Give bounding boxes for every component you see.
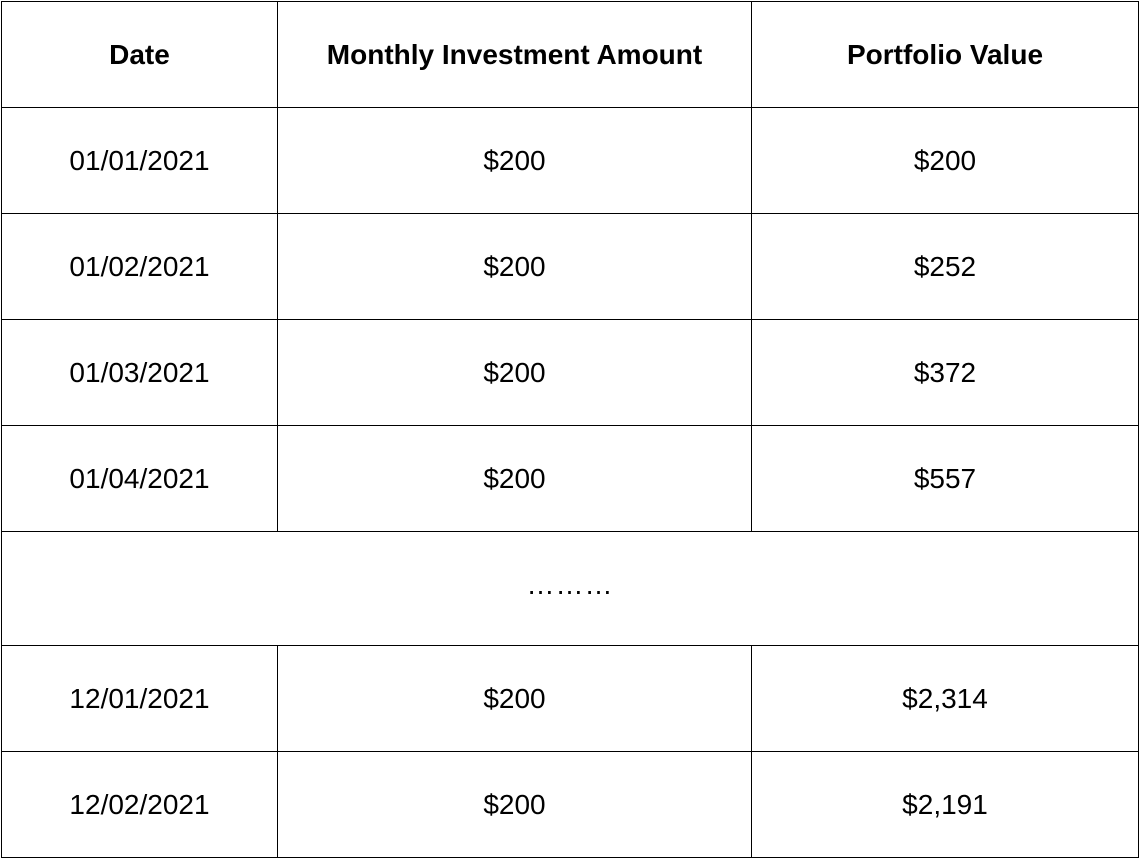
header-monthly-investment: Monthly Investment Amount — [278, 2, 752, 108]
header-date: Date — [2, 2, 278, 108]
cell-date: 01/01/2021 — [2, 108, 278, 214]
cell-date: 01/03/2021 — [2, 320, 278, 426]
cell-date: 01/02/2021 — [2, 214, 278, 320]
table-row — [2, 752, 1139, 858]
cell-monthly-investment: $200 — [278, 426, 752, 532]
cell-portfolio-value: $372 — [752, 320, 1139, 426]
table-row — [2, 108, 1139, 214]
cell-date: 12/01/2021 — [2, 646, 278, 752]
cell-monthly-investment: $200 — [278, 646, 752, 752]
cell-date: 12/02/2021 — [2, 752, 278, 858]
investment-table — [1, 1, 1139, 858]
table-row — [2, 646, 1139, 752]
cell-portfolio-value: $2,191 — [752, 752, 1139, 858]
cell-portfolio-value: $557 — [752, 426, 1139, 532]
table-row — [2, 214, 1139, 320]
cell-portfolio-value: $200 — [752, 108, 1139, 214]
ellipsis-cell: ……… — [2, 532, 1139, 646]
cell-monthly-investment: $200 — [278, 214, 752, 320]
table-row — [2, 320, 1139, 426]
table-header-row — [2, 2, 1139, 108]
cell-monthly-investment: $200 — [278, 320, 752, 426]
ellipsis-row — [2, 532, 1139, 646]
table-row — [2, 426, 1139, 532]
cell-portfolio-value: $252 — [752, 214, 1139, 320]
header-portfolio-value: Portfolio Value — [752, 2, 1139, 108]
cell-portfolio-value: $2,314 — [752, 646, 1139, 752]
cell-date: 01/04/2021 — [2, 426, 278, 532]
cell-monthly-investment: $200 — [278, 752, 752, 858]
cell-monthly-investment: $200 — [278, 108, 752, 214]
